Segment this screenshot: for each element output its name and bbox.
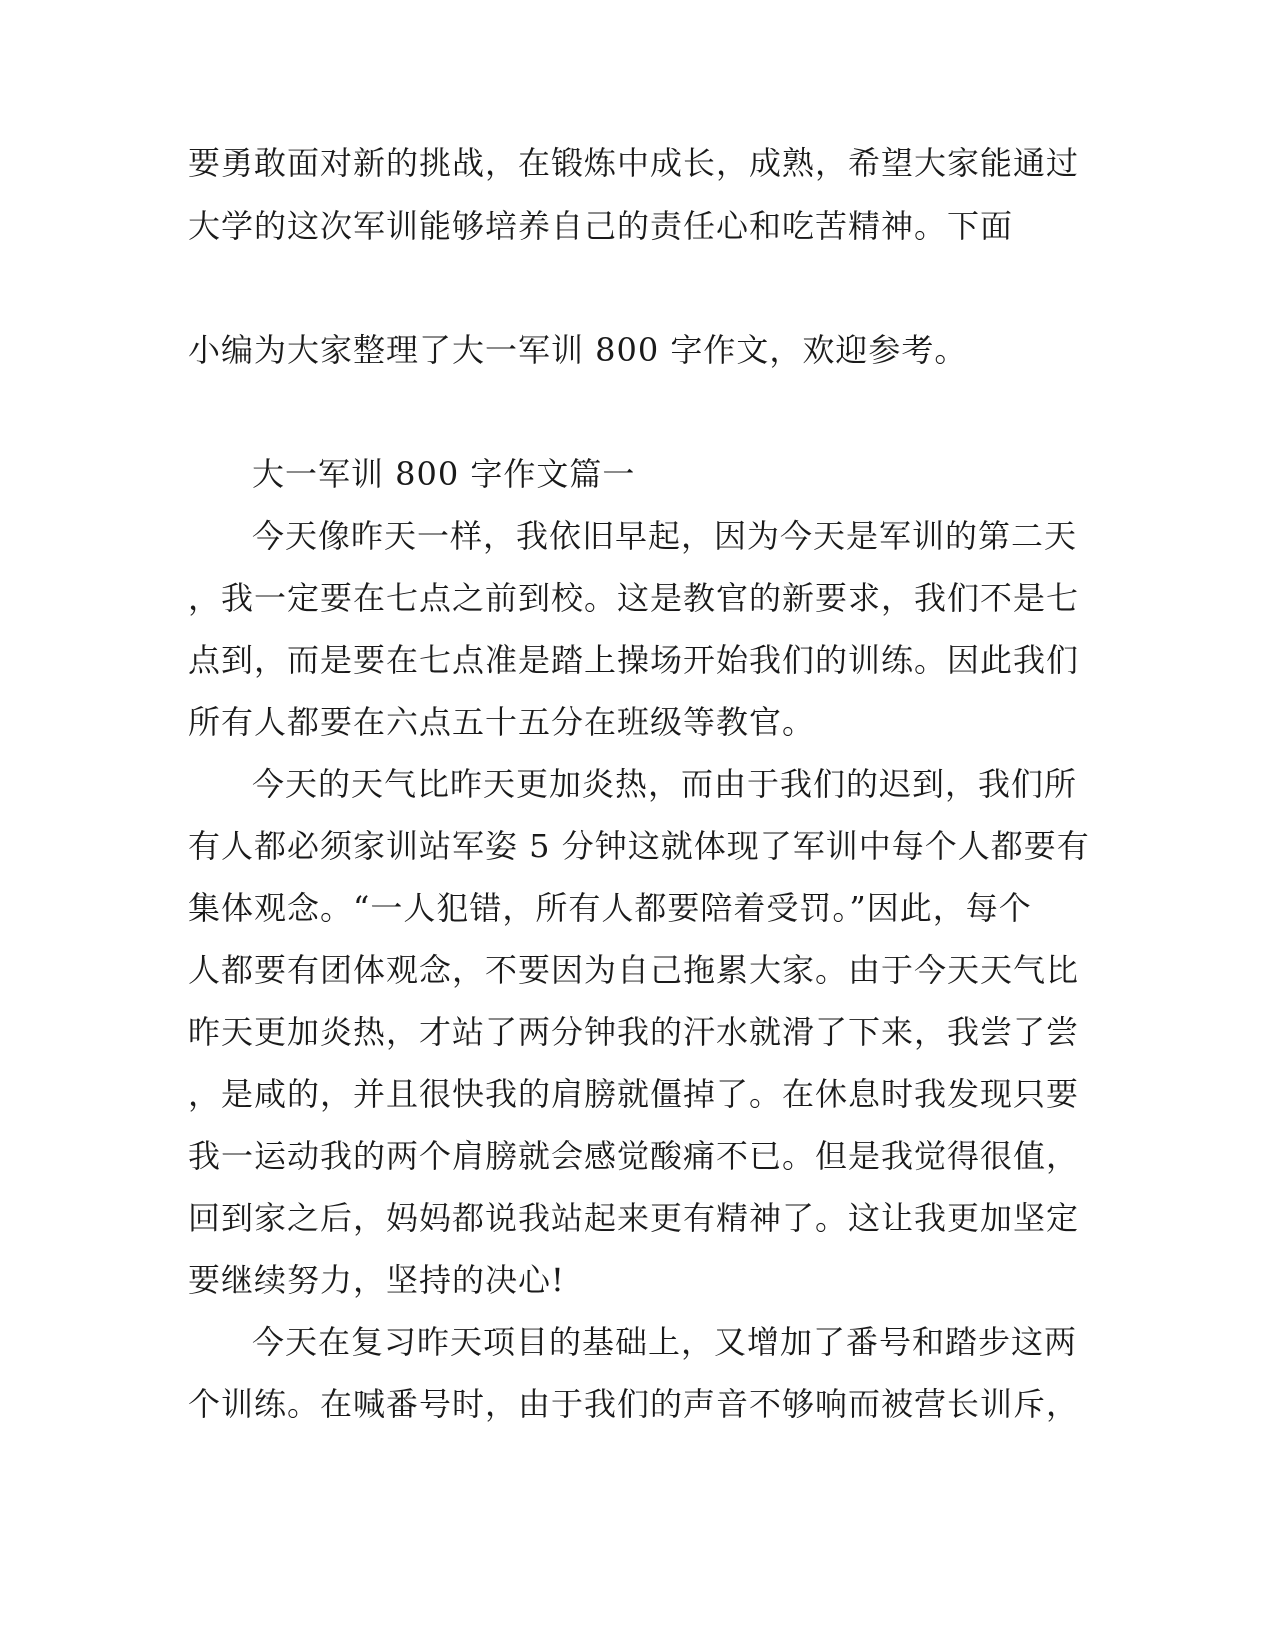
paragraph2-line-3: 集体观念。“一人犯错，所有人都要陪着受罚。”因此，每个	[188, 889, 1032, 927]
paragraph2-line-4: 人都要有团体观念，不要因为自己拖累大家。由于今天天气比	[188, 951, 1080, 989]
paragraph2-line-2: 有人都必须家训站军姿 5 分钟这就体现了军训中每个人都要有	[188, 827, 1090, 865]
paragraph2-line-6: ，是咸的，并且很快我的肩膀就僵掉了。在休息时我发现只要	[188, 1075, 1080, 1113]
paragraph1-line-2: ，我一定要在七点之前到校。这是教官的新要求，我们不是七	[188, 579, 1080, 617]
paragraph2-line-9: 要继续努力，坚持的决心!	[188, 1261, 565, 1299]
intro-line-3: 小编为大家整理了大一军训 800 字作文，欢迎参考。	[188, 331, 968, 369]
paragraph1-line-1: 今天像昨天一样，我依旧早起，因为今天是军训的第二天	[252, 517, 1078, 555]
intro-line-2: 大学的这次军训能够培养自己的责任心和吃苦精神。下面	[188, 207, 1014, 245]
paragraph3-line-2: 个训练。在喊番号时，由于我们的声音不够响而被营长训斥，	[188, 1385, 1080, 1423]
paragraph2-line-8: 回到家之后，妈妈都说我站起来更有精神了。这让我更加坚定	[188, 1199, 1080, 1237]
section-title: 大一军训 800 字作文篇一	[252, 455, 636, 493]
paragraph2-line-7: 我一运动我的两个肩膀就会感觉酸痛不已。但是我觉得很值，	[188, 1137, 1080, 1175]
paragraph2-line-5: 昨天更加炎热，才站了两分钟我的汗水就滑了下来，我尝了尝	[188, 1013, 1080, 1051]
paragraph3-line-1: 今天在复习昨天项目的基础上，又增加了番号和踏步这两	[252, 1323, 1078, 1361]
intro-line-1: 要勇敢面对新的挑战，在锻炼中成长，成熟，希望大家能通过	[188, 144, 1080, 182]
paragraph1-line-3: 点到，而是要在七点准是踏上操场开始我们的训练。因此我们	[188, 641, 1080, 679]
paragraph2-line-1: 今天的天气比昨天更加炎热，而由于我们的迟到，我们所	[252, 765, 1078, 803]
paragraph1-line-4: 所有人都要在六点五十五分在班级等教官。	[188, 703, 816, 741]
